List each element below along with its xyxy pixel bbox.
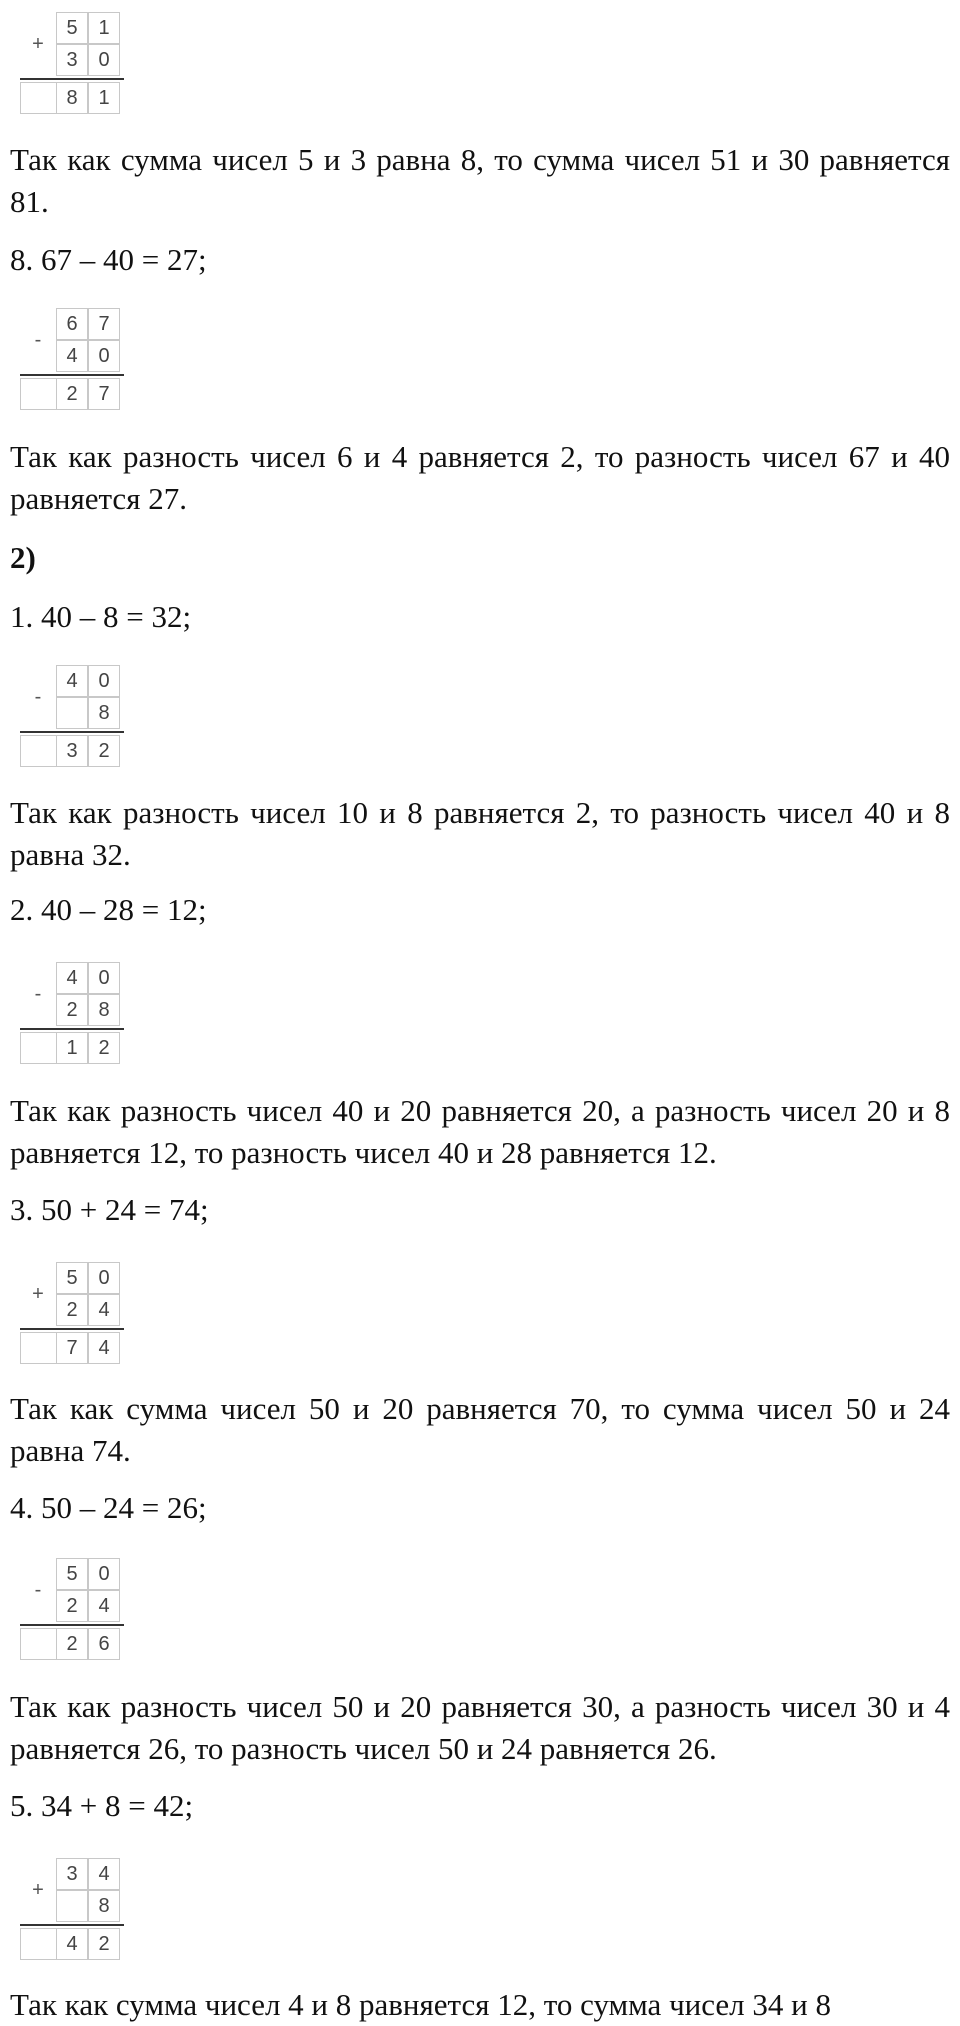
column-subtraction-67-40 [20, 308, 124, 408]
result-cell: 3 [56, 735, 88, 767]
digit-cell: 4 [56, 340, 88, 372]
digit-cell [56, 697, 88, 729]
equation-line: 3. 50 + 24 = 74; [10, 1192, 209, 1227]
digit-cell [56, 1890, 88, 1922]
equation-line: 2. 40 – 28 = 12; [10, 892, 207, 927]
digit-cell: 4 [56, 665, 88, 697]
result-cell: 1 [88, 82, 120, 114]
digit-cell: 4 [88, 1590, 120, 1622]
digit-cell: 0 [88, 962, 120, 994]
blank-cell [20, 82, 56, 114]
digit-cell: 0 [88, 44, 120, 76]
operator-sign: + [32, 1282, 44, 1305]
explanation-paragraph: Так как разность чисел 10 и 8 равняется 2, то разность чисел 40 и 8 равна 32. [10, 795, 950, 872]
digit-cell: 0 [88, 340, 120, 372]
digit-cell: 3 [56, 1858, 88, 1890]
operator-sign: + [32, 32, 44, 55]
sum-rule [20, 374, 124, 376]
blank-cell [20, 1928, 56, 1960]
operator-sign: - [34, 982, 42, 1005]
explanation-paragraph: Так как разность чисел 50 и 20 равняется 30, а разность чисел 30 и 4 равняется 26, то разность чисел 50 и 24 равняется 26. [10, 1689, 950, 1766]
column-subtraction-40-28 [20, 962, 124, 1062]
digit-cell: 8 [88, 697, 120, 729]
digit-cell: 2 [56, 1590, 88, 1622]
digit-cell: 8 [88, 1890, 120, 1922]
equation-line: 5. 34 + 8 = 42; [10, 1788, 194, 1823]
result-cell: 7 [88, 378, 120, 410]
result-cell: 2 [56, 378, 88, 410]
result-cell: 6 [88, 1628, 120, 1660]
explanation-paragraph: Так как разность чисел 6 и 4 равняется 2, то разность чисел 67 и 40 равняется 27. [10, 439, 950, 516]
column-addition-50-24 [20, 1262, 124, 1362]
digit-cell: 0 [88, 1262, 120, 1294]
blank-cell [20, 1332, 56, 1364]
sum-rule [20, 731, 124, 733]
result-cell: 2 [88, 1032, 120, 1064]
sum-rule [20, 1328, 124, 1330]
sum-rule [20, 78, 124, 80]
digit-cell: 0 [88, 1558, 120, 1590]
sum-rule [20, 1028, 124, 1030]
blank-cell [20, 735, 56, 767]
column-addition-34-8 [20, 1858, 124, 1958]
result-cell: 4 [56, 1928, 88, 1960]
operator-sign: - [34, 685, 42, 708]
digit-cell: 2 [56, 1294, 88, 1326]
equation-line: 8. 67 – 40 = 27; [10, 242, 207, 277]
result-cell: 8 [56, 82, 88, 114]
digit-cell: 2 [56, 994, 88, 1026]
equation-line: 1. 40 – 8 = 32; [10, 599, 192, 634]
result-cell: 2 [88, 1928, 120, 1960]
sum-rule [20, 1624, 124, 1626]
equation-line: 4. 50 – 24 = 26; [10, 1490, 207, 1525]
operator-sign: + [32, 1878, 44, 1901]
result-cell: 4 [88, 1332, 120, 1364]
column-subtraction-50-24 [20, 1558, 124, 1658]
explanation-paragraph: Так как разность чисел 40 и 20 равняется 20, а разность чисел 20 и 8 равняется 12, то разность чисел 40 и 28 равняется 12. [10, 1093, 950, 1170]
explanation-paragraph: Так как сумма чисел 5 и 3 равна 8, то сумма чисел 51 и 30 равняется 81. [10, 142, 950, 219]
explanation-paragraph: Так как сумма чисел 50 и 20 равняется 70, то сумма чисел 50 и 24 равна 74. [10, 1391, 950, 1468]
digit-cell: 3 [56, 44, 88, 76]
column-subtraction-40-8 [20, 665, 124, 765]
operator-sign: - [34, 1578, 42, 1601]
digit-cell: 5 [56, 1558, 88, 1590]
blank-cell [20, 378, 56, 410]
operator-sign: - [34, 328, 42, 351]
column-addition-51-30 [20, 12, 124, 112]
result-cell: 2 [56, 1628, 88, 1660]
digit-cell: 0 [88, 665, 120, 697]
digit-cell: 4 [88, 1858, 120, 1890]
digit-cell: 6 [56, 308, 88, 340]
blank-cell [20, 1032, 56, 1064]
blank-cell [20, 1628, 56, 1660]
result-cell: 1 [56, 1032, 88, 1064]
sum-rule [20, 1924, 124, 1926]
result-cell: 7 [56, 1332, 88, 1364]
digit-cell: 4 [88, 1294, 120, 1326]
section-heading: 2) [10, 540, 36, 575]
digit-cell: 5 [56, 1262, 88, 1294]
digit-cell: 7 [88, 308, 120, 340]
digit-cell: 4 [56, 962, 88, 994]
digit-cell: 1 [88, 12, 120, 44]
result-cell: 2 [88, 735, 120, 767]
digit-cell: 5 [56, 12, 88, 44]
digit-cell: 8 [88, 994, 120, 1026]
explanation-paragraph: Так как сумма чисел 4 и 8 равняется 12, то сумма чисел 34 и 8 [10, 1987, 831, 2022]
